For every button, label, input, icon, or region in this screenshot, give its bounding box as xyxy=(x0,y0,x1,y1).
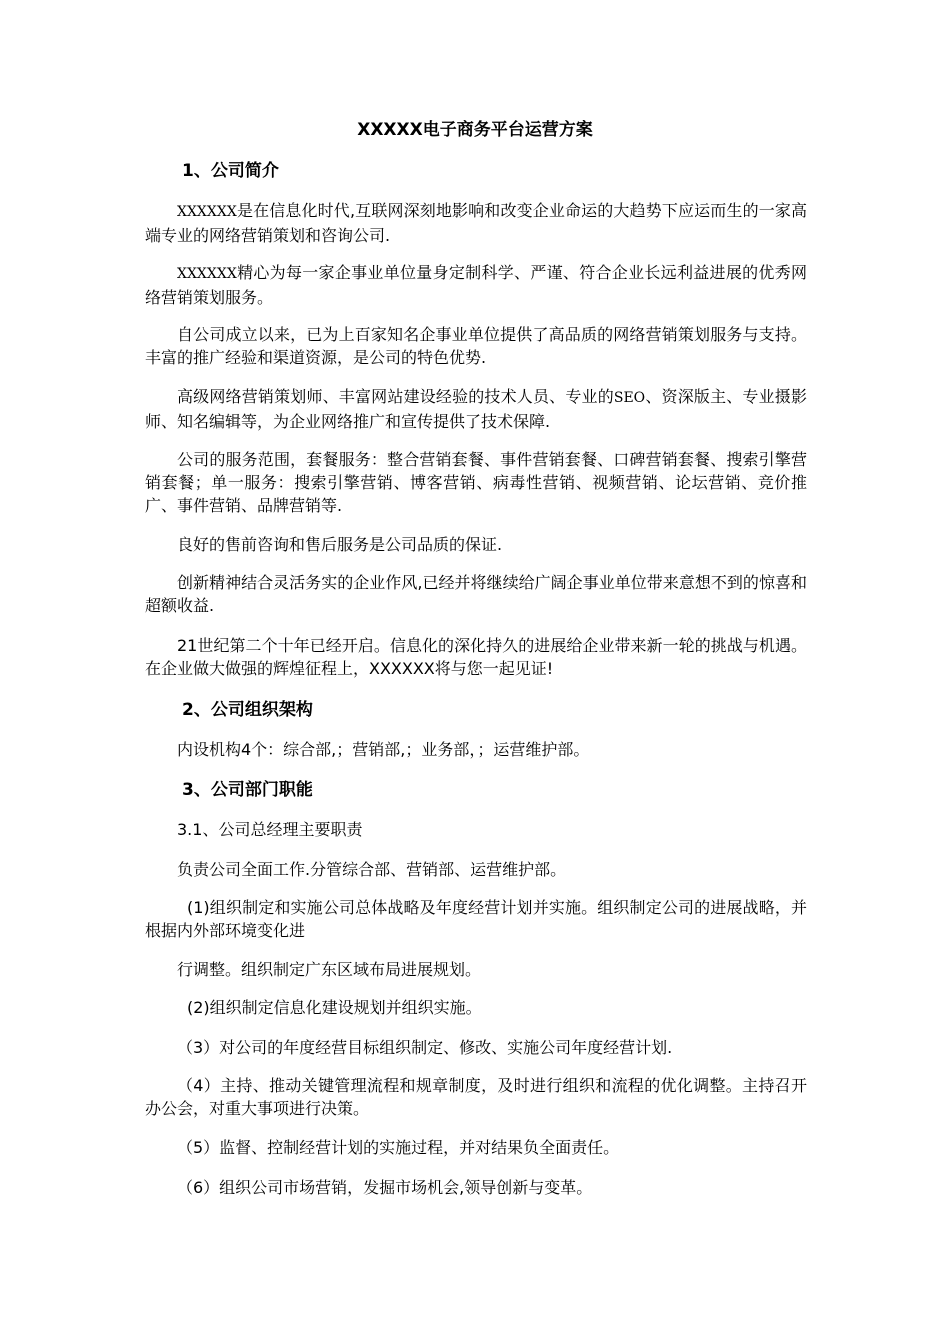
paragraph-text: 精心为每一家企事业单位量身定制科学、严谨、符合企业长远利益进展的优秀网络营销策划服务。 xyxy=(145,263,807,307)
paragraph-text: 、资深版主、专业摄影师、知名编辑等，为企业网络推广和宣传提供了技术保障. xyxy=(145,387,807,431)
duty-item-3: （3）对公司的年度经营目标组织制定、修改、实施公司年度经营计划. xyxy=(177,1038,673,1057)
section-heading-company-intro: 1、公司简介 xyxy=(182,161,279,181)
duty-item-5: （5）监督、控制经营计划的实施过程，并对结果负全面责任。 xyxy=(177,1138,620,1157)
paragraph-text: 是在信息化时代,互联网深刻地影响和改变企业命运的大趋势下应运而生的一家高端专业的网络营销策划和咨询公司. xyxy=(145,201,807,245)
document-title: XXXXX电子商务平台运营方案 xyxy=(357,120,593,140)
paragraph-intro-8: 21世纪第二个十年已经开启。信息化的深化持久的进展给企业带来新一轮的挑战与机遇。在企业做大做强的辉煌征程上，XXXXXX将与您一起见证! xyxy=(145,636,807,678)
subheading-gm-duties: 3.1、公司总经理主要职责 xyxy=(177,820,363,839)
paragraph-gm-scope: 负责公司全面工作.分管综合部、营销部、运营维护部。 xyxy=(177,860,567,879)
paragraph-org-units: 内设机构4个：综合部,；营销部,；业务部，；运营维护部。 xyxy=(177,740,590,759)
duty-item-6: （6）组织公司市场营销，发掘市场机会,领导创新与变革。 xyxy=(177,1178,593,1197)
paragraph-intro-3: 自公司成立以来，已为上百家知名企事业单位提供了高品质的网络营销策划服务与支持。丰富的推广经验和渠道资源，是公司的特色优势. xyxy=(145,325,807,367)
paragraph-intro-5: 公司的服务范围，套餐服务：整合营销套餐、事件营销套餐、口碑营销套餐、搜索引擎营销套餐；单一服务：搜索引擎营销、博客营销、病毒性营销、视频营销、论坛营销、竞价推广、事件营销、品牌营销等. xyxy=(145,450,807,515)
section-heading-dept-functions: 3、公司部门职能 xyxy=(182,780,313,800)
paragraph-text: 高级网络营销策划师、丰富网站建设经验的技术人员、专业的 xyxy=(177,387,614,406)
company-name-placeholder: XXXXXX xyxy=(177,204,237,220)
paragraph-intro-2 xyxy=(145,261,807,309)
paragraph-intro-4 xyxy=(145,385,807,433)
duty-item-2: (2)组织制定信息化建设规划并组织实施。 xyxy=(187,998,482,1017)
paragraph-intro-7: 创新精神结合灵活务实的企业作风,已经并将继续给广阔企事业单位带来意想不到的惊喜和超额收益. xyxy=(145,573,807,615)
duty-item-1: (1)组织制定和实施公司总体战略及年度经营计划并实施。组织制定公司的进展战略，并根据内外部环境变化进 xyxy=(145,898,807,940)
paragraph-intro-1 xyxy=(145,199,807,247)
company-name-placeholder: XXXXXX xyxy=(177,266,237,282)
duty-item-1-continued: 行调整。组织制定广东区域布局进展规划。 xyxy=(177,960,482,979)
duty-item-4: （4）主持、推动关键管理流程和规章制度，及时进行组织和流程的优化调整。主持召开办公会，对重大事项进行决策。 xyxy=(145,1076,807,1118)
section-heading-org-structure: 2、公司组织架构 xyxy=(182,700,313,720)
seo-term: SEO xyxy=(613,390,646,406)
paragraph-intro-6: 良好的售前咨询和售后服务是公司品质的保证. xyxy=(177,535,503,554)
